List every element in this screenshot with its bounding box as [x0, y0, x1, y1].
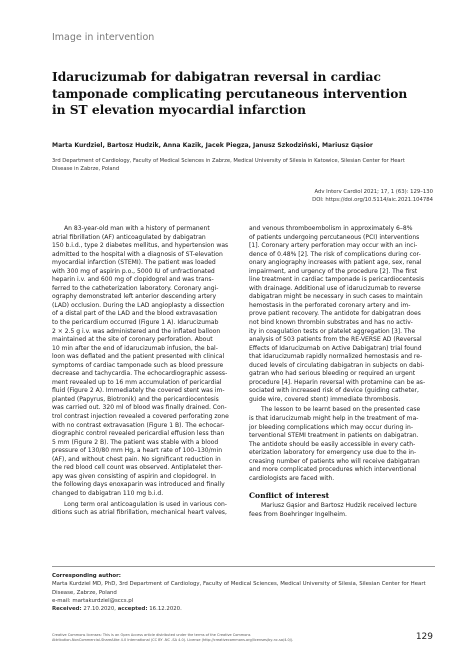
conflict-text-line: Mariusz Gąsior and Bartosz Hudzik received lecture: [261, 502, 417, 510]
body-text-line: loon was deflated and the patient presented with clinical: [52, 353, 225, 361]
body-text-line: atrial fibrillation (AF) anticoagulated by dabigatran: [52, 233, 206, 241]
body-text-line: was carried out. 320 ml of blood was finally drained. Con-: [52, 404, 227, 412]
body-text-line: The antidote should be easily accessible in every cath-: [249, 440, 416, 448]
body-text-line: procedure [4]. Heparin reversal with protamine can be as-: [249, 378, 426, 386]
affiliation-line: Disease in Zabrze, Poland: [52, 166, 120, 173]
footnote-divider: [52, 566, 435, 567]
body-text-line: cardiologists are faced with.: [249, 474, 335, 482]
body-text-line: [1]. Coronary artery perforation may occur with an inci-: [249, 242, 418, 250]
body-text-line: and more complicated procedures which interventional: [249, 466, 417, 474]
body-text-line: of patients undergoing percutaneous (PCI) interventions: [249, 233, 420, 241]
accepted-date: 16.12.2020: [149, 606, 181, 613]
author-list: Marta Kurdziel, Bartosz Hudzik, Anna Kazik, Jacek Piegza, Janusz Szkodziński, Mariusz Gąsior: [52, 142, 373, 149]
body-text-line: not bind known thrombin substrates and has no activ-: [249, 319, 413, 327]
body-text-line: symptoms of cardiac tamponade such as blood pressure: [52, 361, 224, 369]
license-line[interactable]: Attribution-NonCommercial-ShareAlike 4.0 International (CC BY -NC -SA 4.0). License (http://creativecommons.org/licenses/by-nc-sa/4.0/).: [52, 638, 294, 643]
journal-citation: Adv Interv Cardiol 2021; 17, 1 (63): 129–130: [314, 189, 433, 195]
body-text-line: Effects of Idarucizumab on Active Dabigatran) trial found: [249, 344, 422, 352]
accepted-label: accepted:: [117, 606, 148, 613]
body-text-line: of a distal part of the LAD and the blood extravasation: [52, 310, 218, 318]
license-line: Creative Commons licenses: This is an Open Access article distributed under the terms of the Creative Commons: [52, 633, 251, 637]
body-text-line: the red blood cell count was observed. Antiplatelet ther-: [52, 464, 223, 472]
title-line: Idarucizumab for dabigatran reversal in cardiac: [52, 70, 381, 84]
affiliation: [52, 157, 405, 174]
body-text-line: heparin i.v. and 600 mg of clopidogrel and was trans-: [52, 276, 214, 284]
body-text-line: ography demonstrated left anterior descending artery: [52, 293, 217, 301]
citation-block: [312, 188, 433, 204]
body-text-line: pressure of 130/80 mm Hg, a heart rate of 100–130/min: [52, 447, 223, 455]
body-text-line: and venous thromboembolism in approximately 6–8%: [249, 225, 413, 232]
body-text-line: with drainage. Additional use of idarucizumab to reverse: [249, 284, 421, 292]
body-text-line: admitted to the hospital with a diagnosis of ST-elevation: [52, 250, 223, 258]
body-text-line: diographic control revealed pericardial effusion less than: [52, 430, 225, 438]
body-text-line: Long term oral anticoagulation is used in various con-: [64, 500, 227, 508]
body-text-line: that idarucizumab rapidly normalized hemostasis and re-: [249, 353, 423, 361]
conflict-of-interest-heading: Conflict of interest: [249, 491, 330, 501]
received-label: Received:: [52, 606, 82, 613]
body-text-line: gatran who had serious bleeding or required an urgent: [249, 370, 416, 378]
body-text-line: planted (Papyrus, Biotronik) and the pericardiocentesis: [52, 395, 219, 403]
body-text-line: eterization laboratory for emergency use due to the in-: [249, 449, 417, 457]
body-text-line: impairment, and urgency of the procedure [2]. The first: [249, 267, 418, 275]
page-number: 129: [415, 632, 433, 642]
body-text-line: dabigatran might be necessary in such cases to maintain: [249, 293, 423, 301]
body-column-right: [249, 225, 435, 520]
body-column-left: [52, 225, 238, 518]
body-text-line: sociated with increased risk of device (guiding catheter,: [249, 387, 419, 395]
title-line: in ST elevation myocardial infarction: [52, 103, 306, 118]
body-text-line: 2 × 2.5 g i.v. was administered and the inflated balloon: [52, 327, 221, 335]
article-title: [52, 69, 437, 119]
body-text-line: 5 mm (Figure 2 B). The patient was stable with a blood: [52, 438, 219, 446]
body-text-line: the following days enoxaparin was introduced and finally: [52, 481, 225, 489]
correspondence-block: [52, 572, 426, 613]
body-text-line: apy was given consisting of aspirin and clopidogrel. In: [52, 472, 216, 480]
correspondence-heading: Corresponding author:: [52, 573, 121, 579]
body-text-line: maintained at the site of coronary perforation. About: [52, 336, 213, 344]
body-text-line: line treatment in cardiac tamponade is pericardiocentesis: [249, 276, 424, 284]
body-text-line: analysis of 503 patients from the RE-VERSE AD (Reversal: [249, 336, 422, 344]
body-text-line: with no contrast extravasation (Figure 1 B). The echocar-: [52, 421, 225, 429]
correspondence-email[interactable]: e-mail: martakurdziel@sccs.pl: [52, 597, 134, 604]
body-text-line: dence of 0.48% [2]. The risk of complications during cor-: [249, 250, 421, 258]
body-text-line: decrease and tachycardia. The echocardiographic assess-: [52, 370, 228, 378]
body-text-line: creasing number of patients who will receive dabigatran: [249, 457, 420, 465]
body-text-line: is that idarucizumab might help in the treatment of ma-: [249, 415, 419, 423]
section-label: Image in intervention: [52, 32, 155, 43]
body-text-line: with 300 mg of aspirin p.o., 5000 IU of unfractionated: [52, 267, 215, 275]
body-text-line: prove patient recovery. The antidote for dabigatran does: [249, 310, 421, 318]
received-date: 27.10.2020: [83, 606, 115, 613]
license-notice: [52, 633, 293, 643]
body-text-line: (LAD) occlusion. During the LAD angioplasty a dissection: [52, 301, 225, 309]
affiliation-line: 3rd Department of Cardiology, Faculty of Medical Sciences in Zabrze, Medical University of Silesia in Katowice, Silesian Center for Heart: [52, 158, 405, 164]
doi-link[interactable]: DOI: https://doi.org/10.5114/aic.2021.104784: [312, 197, 433, 204]
body-text-line: 10 min after the end of idarucizumab infusion, the bal-: [52, 344, 218, 352]
body-text-line: An 83-year-old man with a history of permanent: [64, 225, 210, 232]
title-line: tamponade complicating percutaneous intervention: [52, 86, 408, 101]
body-text-line: duced levels of circulating dabigatran in subjects on dabi-: [249, 361, 425, 369]
body-text-line: The lesson to be learnt based on the presented case: [261, 406, 421, 414]
received-accepted-dates: Received: 27.10.2020, accepted: 16.12.2020.: [52, 606, 182, 613]
body-text-line: ferred to the catheterization laboratory. Coronary angi-: [52, 284, 219, 292]
body-text-line: fluid (Figure 2 A). Immediately the covered stent was im-: [52, 387, 225, 395]
body-text-line: changed to dabigatran 110 mg b.i.d.: [52, 489, 164, 497]
body-text-line: ditions such as atrial fibrillation, mechanical heart valves,: [52, 509, 227, 517]
body-text-line: to the pericardium occurred (Figure 1 A). Idarucizumab: [52, 319, 219, 327]
body-text-line: terventional STEMI treatment in patients on dabigatran.: [249, 432, 419, 440]
body-text-line: ment revealed up to 16 mm accumulation of pericardial: [52, 378, 222, 386]
correspondence-line: Disease, Zabrze, Poland: [52, 589, 117, 596]
body-text-line: onary angiography increases with patient age, sex, renal: [249, 259, 422, 267]
body-text-line: 150 b.i.d., type 2 diabetes mellitus, and hypertension was: [52, 242, 229, 250]
body-text-line: guide wire, covered stent) immediate thrombosis.: [249, 395, 401, 403]
body-text-line: trol contrast injection revealed a covered perforating zone: [52, 413, 229, 421]
body-text-line: myocardial infarction (STEMI). The patient was loaded: [52, 259, 216, 267]
conflict-text-line: fees from Boehringer Ingelheim.: [249, 510, 347, 518]
body-text-line: hemostasis in the perforated coronary artery and im-: [249, 301, 411, 309]
body-text-line: ity in coagulation tests or platelet aggregation [3]. The: [249, 327, 416, 335]
correspondence-line: Marta Kurdziel MD, PhD, 3rd Department of Cardiology, Faculty of Medical Sciences, Medical University of Silesia, Silesian Center for Heart: [52, 581, 426, 588]
body-text-line: (AF), and without chest pain. No significant reduction in: [52, 455, 221, 463]
body-text-line: jor bleeding complications which may occur during in-: [249, 423, 414, 431]
